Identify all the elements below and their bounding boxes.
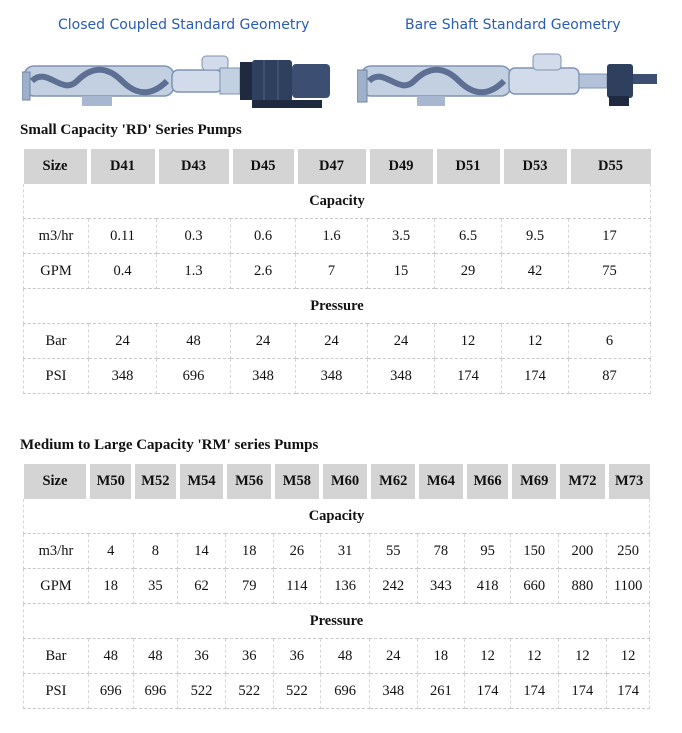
table-cell: 150 xyxy=(510,534,558,569)
bar-row xyxy=(24,639,650,674)
table-cell: 343 xyxy=(417,569,465,604)
pressure-group-row xyxy=(24,604,650,639)
table-cell: 174 xyxy=(607,674,650,709)
model-header: M69 xyxy=(510,464,558,499)
rm-series-table xyxy=(23,464,650,709)
table-cell: 12 xyxy=(607,639,650,674)
table-cell: 0.11 xyxy=(89,219,157,254)
m3hr-row xyxy=(24,534,650,569)
table-cell: 24 xyxy=(296,324,368,359)
table-cell: 24 xyxy=(231,324,296,359)
bar-row xyxy=(24,324,651,359)
table-cell: 696 xyxy=(88,674,133,709)
capacity-group-row xyxy=(24,499,650,534)
row-label: m3/hr xyxy=(24,534,89,569)
table-cell: 348 xyxy=(89,359,157,394)
table-cell: 261 xyxy=(417,674,465,709)
table-cell: 174 xyxy=(465,674,511,709)
table-cell: 522 xyxy=(178,674,226,709)
row-label: PSI xyxy=(24,674,89,709)
table-cell: 1.3 xyxy=(157,254,231,289)
table-cell: 36 xyxy=(225,639,273,674)
table-cell: 3.5 xyxy=(368,219,435,254)
table-cell: 18 xyxy=(225,534,273,569)
gpm-row xyxy=(24,254,651,289)
table-cell: 0.6 xyxy=(231,219,296,254)
model-header: D49 xyxy=(368,149,435,184)
gpm-row xyxy=(24,569,650,604)
table-cell: 12 xyxy=(558,639,607,674)
model-header: D47 xyxy=(296,149,368,184)
model-header: M50 xyxy=(88,464,133,499)
table-cell: 14 xyxy=(178,534,226,569)
capacity-label: Capacity xyxy=(24,499,650,534)
model-header: M58 xyxy=(273,464,321,499)
table-cell: 48 xyxy=(321,639,370,674)
model-header: M60 xyxy=(321,464,370,499)
rm-section-title: Medium to Large Capacity 'RM' series Pumps xyxy=(20,437,319,453)
table-cell: 18 xyxy=(88,569,133,604)
row-label: GPM xyxy=(24,254,89,289)
model-header: M73 xyxy=(607,464,650,499)
table-cell: 1100 xyxy=(607,569,650,604)
model-header: M72 xyxy=(558,464,607,499)
table-cell: 7 xyxy=(296,254,368,289)
table-cell: 522 xyxy=(225,674,273,709)
row-label: m3/hr xyxy=(24,219,89,254)
table-cell: 35 xyxy=(133,569,178,604)
table-cell: 79 xyxy=(225,569,273,604)
psi-row xyxy=(24,674,650,709)
size-header: Size xyxy=(24,149,89,184)
size-header: Size xyxy=(24,464,89,499)
bare-shaft-caption: Bare Shaft Standard Geometry xyxy=(405,17,621,33)
pressure-group-row xyxy=(24,289,651,324)
model-header: M56 xyxy=(225,464,273,499)
table-cell: 24 xyxy=(368,324,435,359)
table-cell: 0.3 xyxy=(157,219,231,254)
table-cell: 48 xyxy=(133,639,178,674)
table-cell: 18 xyxy=(417,639,465,674)
header-row xyxy=(24,464,650,499)
table-cell: 55 xyxy=(369,534,417,569)
model-header: D53 xyxy=(502,149,569,184)
table-cell: 29 xyxy=(435,254,502,289)
table-cell: 17 xyxy=(569,219,651,254)
table-cell: 12 xyxy=(435,324,502,359)
table-cell: 95 xyxy=(465,534,511,569)
table-cell: 242 xyxy=(369,569,417,604)
table-cell: 174 xyxy=(502,359,569,394)
model-header: D45 xyxy=(231,149,296,184)
m3hr-row xyxy=(24,219,651,254)
table-cell: 114 xyxy=(273,569,321,604)
rd-series-table xyxy=(23,149,651,394)
table-cell: 348 xyxy=(368,359,435,394)
table-cell: 174 xyxy=(558,674,607,709)
capacity-group-row xyxy=(24,184,651,219)
table-cell: 78 xyxy=(417,534,465,569)
model-header: D41 xyxy=(89,149,157,184)
table-cell: 48 xyxy=(88,639,133,674)
table-cell: 8 xyxy=(133,534,178,569)
table-cell: 348 xyxy=(231,359,296,394)
model-header: D51 xyxy=(435,149,502,184)
bare-shaft-pump-image xyxy=(357,52,665,110)
header-row xyxy=(24,149,651,184)
table-cell: 24 xyxy=(369,639,417,674)
model-header: D43 xyxy=(157,149,231,184)
table-cell: 26 xyxy=(273,534,321,569)
table-cell: 36 xyxy=(273,639,321,674)
model-header: M52 xyxy=(133,464,178,499)
model-header: M54 xyxy=(178,464,226,499)
table-cell: 31 xyxy=(321,534,370,569)
table-cell: 62 xyxy=(178,569,226,604)
table-cell: 418 xyxy=(465,569,511,604)
table-cell: 696 xyxy=(157,359,231,394)
table-cell: 12 xyxy=(465,639,511,674)
table-cell: 6.5 xyxy=(435,219,502,254)
table-cell: 12 xyxy=(510,639,558,674)
closed-coupled-caption: Closed Coupled Standard Geometry xyxy=(58,17,310,33)
table-cell: 24 xyxy=(89,324,157,359)
rd-section-title: Small Capacity 'RD' Series Pumps xyxy=(20,122,242,138)
row-label: PSI xyxy=(24,359,89,394)
table-cell: 696 xyxy=(133,674,178,709)
table-cell: 0.4 xyxy=(89,254,157,289)
table-cell: 2.6 xyxy=(231,254,296,289)
row-label: Bar xyxy=(24,324,89,359)
table-cell: 36 xyxy=(178,639,226,674)
table-cell: 348 xyxy=(296,359,368,394)
table-cell: 660 xyxy=(510,569,558,604)
capacity-label: Capacity xyxy=(24,184,651,219)
model-header: D55 xyxy=(569,149,651,184)
table-cell: 87 xyxy=(569,359,651,394)
table-cell: 1.6 xyxy=(296,219,368,254)
pressure-label: Pressure xyxy=(24,604,650,639)
psi-row xyxy=(24,359,651,394)
table-cell: 6 xyxy=(569,324,651,359)
model-header: M64 xyxy=(417,464,465,499)
table-cell: 250 xyxy=(607,534,650,569)
table-cell: 696 xyxy=(321,674,370,709)
table-cell: 4 xyxy=(88,534,133,569)
table-cell: 9.5 xyxy=(502,219,569,254)
table-cell: 12 xyxy=(502,324,569,359)
model-header: M66 xyxy=(465,464,511,499)
table-cell: 200 xyxy=(558,534,607,569)
table-cell: 174 xyxy=(510,674,558,709)
pressure-label: Pressure xyxy=(24,289,651,324)
table-cell: 348 xyxy=(369,674,417,709)
table-cell: 48 xyxy=(157,324,231,359)
table-cell: 174 xyxy=(435,359,502,394)
table-cell: 880 xyxy=(558,569,607,604)
table-cell: 42 xyxy=(502,254,569,289)
table-cell: 136 xyxy=(321,569,370,604)
row-label: GPM xyxy=(24,569,89,604)
table-cell: 75 xyxy=(569,254,651,289)
table-cell: 522 xyxy=(273,674,321,709)
closed-coupled-pump-image xyxy=(22,52,340,110)
table-cell: 15 xyxy=(368,254,435,289)
model-header: M62 xyxy=(369,464,417,499)
row-label: Bar xyxy=(24,639,89,674)
